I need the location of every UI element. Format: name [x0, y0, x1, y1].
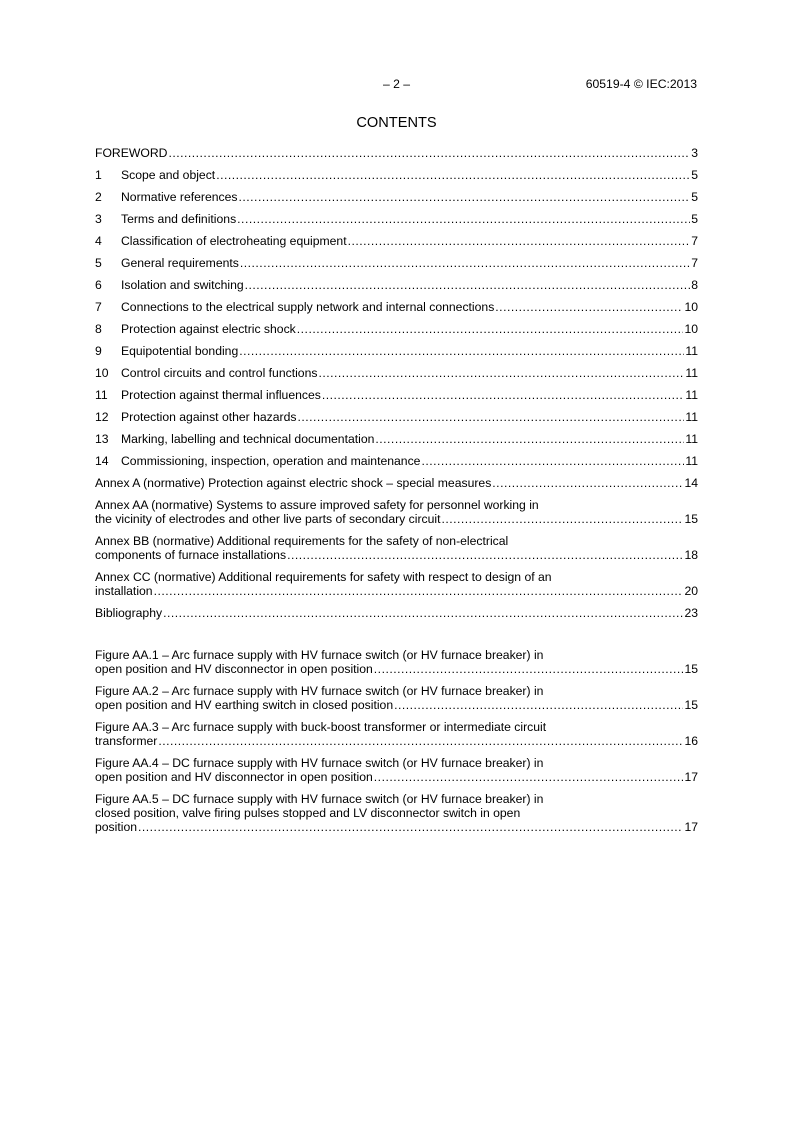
entry-last-line [95, 662, 698, 676]
page-ref: 10 [684, 322, 698, 336]
dot-leader [441, 512, 683, 526]
toc-entry[interactable] [95, 344, 698, 358]
entry-title: open position and HV disconnector in open position [95, 770, 373, 784]
entry-last-line [95, 212, 698, 226]
entry-title: Equipotential bonding [121, 344, 239, 358]
entry-title: Connections to the electrical supply network and internal connections [121, 300, 495, 314]
entry-title: Terms and definitions [121, 212, 237, 226]
entry-title: FOREWORD [95, 146, 168, 160]
dot-leader [245, 278, 691, 292]
page-ref: 7 [691, 234, 698, 248]
entry-last-line [95, 234, 698, 248]
entry-last-line [95, 300, 698, 314]
page-ref: 11 [685, 366, 698, 380]
section-number: 8 [95, 322, 102, 336]
dot-leader [495, 300, 683, 314]
dot-leader [154, 584, 684, 598]
entry-title-line: Figure AA.5 – DC furnace supply with HV furnace switch (or HV furnace breaker) in [95, 792, 544, 806]
toc-entry[interactable] [95, 606, 698, 620]
entry-last-line [95, 344, 698, 358]
dot-leader [297, 410, 684, 424]
entry-title-line: Annex CC (normative) Additional requirements for safety with respect to design of an [95, 570, 552, 584]
entry-last-line [95, 322, 698, 336]
dot-leader [348, 234, 691, 248]
figure-list-entry[interactable] [95, 648, 698, 676]
table-of-contents [95, 146, 698, 842]
dot-leader [239, 190, 691, 204]
entry-title-line: Annex BB (normative) Additional requirements for the safety of non-electrical [95, 534, 509, 548]
entry-title: Scope and object [121, 168, 216, 182]
section-number: 12 [95, 410, 109, 424]
page-ref: 8 [691, 278, 698, 292]
dot-leader [375, 432, 684, 446]
toc-entry[interactable] [95, 454, 698, 468]
page-ref: 15 [684, 698, 698, 712]
entry-title: Control circuits and control functions [121, 366, 318, 380]
toc-entry[interactable] [95, 278, 698, 292]
entry-title: open position and HV disconnector in open position [95, 662, 373, 676]
entry-title: position [95, 820, 138, 834]
entry-title-line: closed position, valve firing pulses stopped and LV disconnector switch in open [95, 806, 521, 820]
toc-entry[interactable] [95, 234, 698, 248]
section-number: 5 [95, 256, 102, 270]
page-ref: 20 [684, 584, 698, 598]
page-ref: 18 [684, 548, 698, 562]
entry-title: components of furnace installations [95, 548, 287, 562]
section-number: 4 [95, 234, 102, 248]
entry-last-line [95, 820, 698, 834]
toc-entry[interactable] [95, 388, 698, 402]
entry-last-line [95, 388, 698, 402]
entry-title: transformer [95, 734, 158, 748]
toc-entry[interactable] [95, 410, 698, 424]
page-ref: 10 [684, 300, 698, 314]
section-number: 10 [95, 366, 109, 380]
dot-leader [374, 662, 684, 676]
dot-leader [287, 548, 683, 562]
figure-list-entry[interactable] [95, 720, 698, 748]
page-ref: 15 [684, 512, 698, 526]
toc-entry[interactable] [95, 322, 698, 336]
entry-last-line [95, 770, 698, 784]
toc-entry[interactable] [95, 190, 698, 204]
entry-title: Protection against other hazards [121, 410, 297, 424]
page-ref: 5 [691, 168, 698, 182]
page-ref: 23 [684, 606, 698, 620]
page-ref: 17 [684, 820, 698, 834]
section-number: 13 [95, 432, 109, 446]
entry-title-line: Annex AA (normative) Systems to assure improved safety for personnel working in [95, 498, 539, 512]
toc-entry[interactable] [95, 366, 698, 380]
figure-list-entry[interactable] [95, 792, 698, 834]
dot-leader [237, 212, 690, 226]
toc-entry[interactable] [95, 534, 698, 562]
entry-last-line [95, 146, 698, 160]
toc-entry[interactable] [95, 168, 698, 182]
dot-leader [168, 146, 690, 160]
dot-leader [374, 770, 684, 784]
page-ref: 7 [691, 256, 698, 270]
entry-title: Classification of electroheating equipment [121, 234, 347, 248]
entry-last-line [95, 584, 698, 598]
entry-title: installation [95, 584, 153, 598]
dot-leader [239, 344, 684, 358]
entry-last-line [95, 190, 698, 204]
entry-title: Commissioning, inspection, operation and maintenance [121, 454, 421, 468]
entry-title-line: Figure AA.2 – Arc furnace supply with HV furnace switch (or HV furnace breaker) in [95, 684, 544, 698]
dot-leader [240, 256, 690, 270]
toc-entry[interactable] [95, 256, 698, 270]
page-ref: 11 [685, 388, 698, 402]
page-ref: 11 [685, 454, 698, 468]
section-number: 1 [95, 168, 102, 182]
standard-reference: 60519-4 © IEC:2013 [585, 77, 697, 91]
section-number: 2 [95, 190, 102, 204]
toc-entry[interactable] [95, 432, 698, 446]
dot-leader [421, 454, 684, 468]
page-ref: 14 [684, 476, 698, 490]
section-number: 11 [95, 388, 108, 402]
page-ref: 16 [684, 734, 698, 748]
page-ref: 11 [685, 432, 698, 446]
dot-leader [394, 698, 683, 712]
entry-title-line: Figure AA.3 – Arc furnace supply with buck-boost transformer or intermediate circuit [95, 720, 547, 734]
entry-title: General requirements [121, 256, 239, 270]
toc-entry[interactable] [95, 212, 698, 226]
page-ref: 17 [684, 770, 698, 784]
entry-last-line [95, 454, 698, 468]
page-ref: 5 [691, 212, 698, 226]
dot-leader [297, 322, 684, 336]
entry-title: Normative references [121, 190, 238, 204]
entry-title: the vicinity of electrodes and other live parts of secondary circuit [95, 512, 441, 526]
dot-leader [492, 476, 683, 490]
entry-title: Marking, labelling and technical documentation [121, 432, 375, 446]
entry-title: open position and HV earthing switch in closed position [95, 698, 394, 712]
toc-entry[interactable] [95, 300, 698, 314]
section-number: 3 [95, 212, 102, 226]
figure-list-entry[interactable] [95, 684, 698, 712]
page-ref: 11 [685, 344, 698, 358]
entry-title: Annex A (normative) Protection against electric shock – special measures [95, 476, 492, 490]
entry-last-line [95, 606, 698, 620]
entry-last-line [95, 698, 698, 712]
dot-leader [216, 168, 690, 182]
entry-last-line [95, 168, 698, 182]
entry-last-line [95, 734, 698, 748]
entry-last-line [95, 278, 698, 292]
figure-list-entry[interactable] [95, 756, 698, 784]
entry-title: Isolation and switching [121, 278, 244, 292]
section-number: 7 [95, 300, 102, 314]
dot-leader [322, 388, 684, 402]
entry-title-line: Figure AA.1 – Arc furnace supply with HV furnace switch (or HV furnace breaker) in [95, 648, 544, 662]
entry-last-line [95, 432, 698, 446]
page-ref: 11 [685, 410, 698, 424]
page-ref: 3 [691, 146, 698, 160]
page-ref: 15 [684, 662, 698, 676]
dot-leader [138, 820, 683, 834]
entry-title: Protection against thermal influences [121, 388, 321, 402]
entry-last-line [95, 512, 698, 526]
dot-leader [158, 734, 683, 748]
page-ref: 5 [691, 190, 698, 204]
dot-leader [163, 606, 683, 620]
section-gap [95, 628, 698, 648]
section-number: 6 [95, 278, 102, 292]
entry-last-line [95, 366, 698, 380]
dot-leader [318, 366, 684, 380]
entry-title: Protection against electric shock [121, 322, 296, 336]
toc-entry[interactable] [95, 570, 698, 598]
entry-last-line [95, 476, 698, 490]
entry-last-line [95, 548, 698, 562]
page-number: – 2 – [382, 77, 411, 91]
toc-entry[interactable] [95, 476, 698, 490]
entry-title: Bibliography [95, 606, 163, 620]
entry-last-line [95, 256, 698, 270]
toc-entry[interactable] [95, 146, 698, 160]
toc-entry[interactable] [95, 498, 698, 526]
section-number: 9 [95, 344, 102, 358]
section-number: 14 [95, 454, 109, 468]
entry-last-line [95, 410, 698, 424]
contents-title: CONTENTS [356, 115, 437, 131]
entry-title-line: Figure AA.4 – DC furnace supply with HV furnace switch (or HV furnace breaker) in [95, 756, 544, 770]
